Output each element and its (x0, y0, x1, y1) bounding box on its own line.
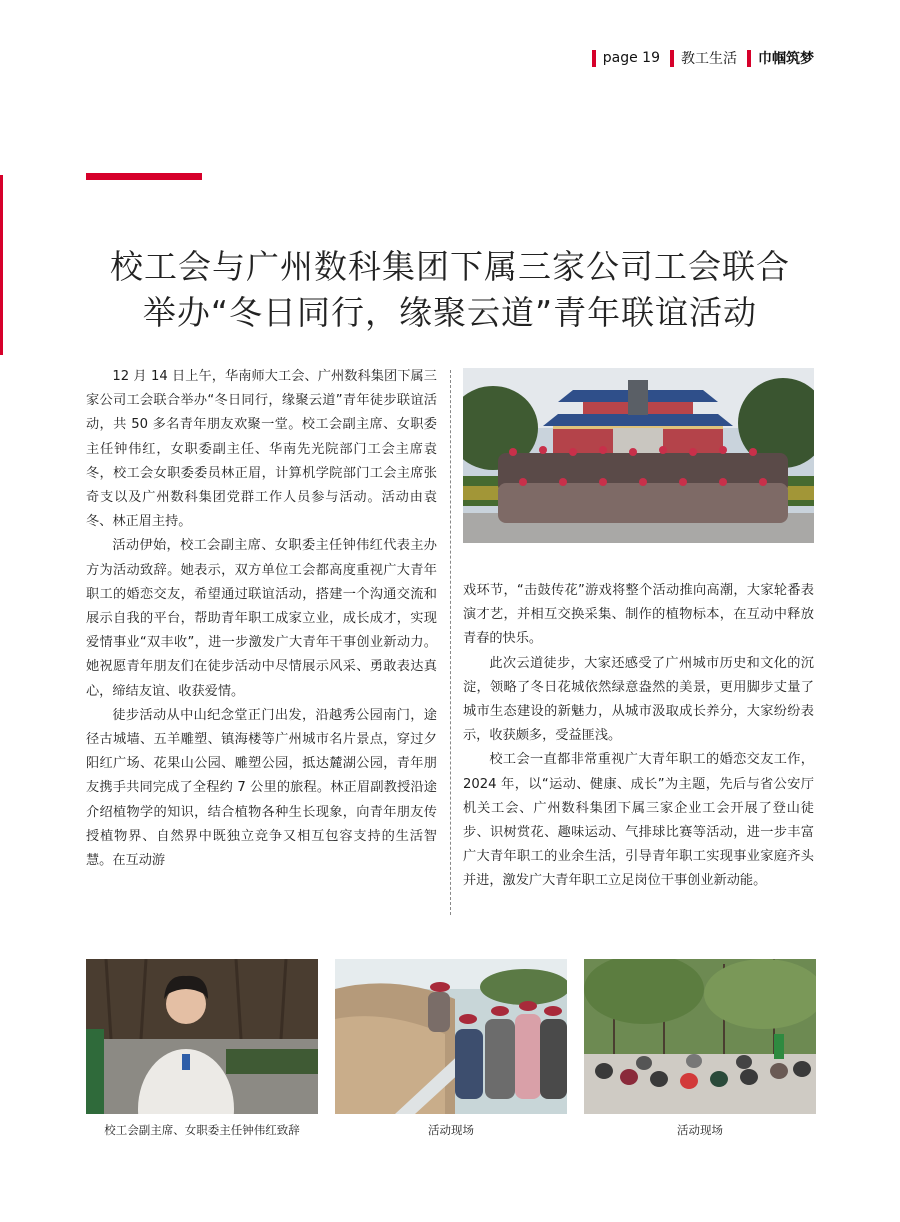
activity-photo-plants (335, 959, 567, 1114)
title-accent-bar (86, 173, 202, 180)
section-name: 教工生活 (681, 51, 737, 67)
title-line-2: 举办“冬日同行，缘聚云道”青年联谊活动 (142, 293, 758, 332)
brand-name: 巾帼筑梦 (758, 51, 814, 67)
header-separator (592, 50, 596, 67)
photo-caption: 活动现场 (428, 1123, 474, 1137)
paragraph: 此次云道徒步，大家还感受了广州城市历史和文化的沉淀，领略了冬日花城依然绿意盎然的美景，更用脚步丈量了城市生态建设的新魅力，从城市汲取成长养分，大家纷纷表示，收获颇多，受益匪浅。 (463, 655, 814, 744)
left-column (86, 365, 437, 873)
page-number: page 19 (602, 50, 660, 66)
page-header (592, 48, 814, 68)
paragraph: 校工会一直都非常重视广大青年职工的婚恋交友工作，2024 年，以“运动、健康、成长”为主题，先后与省公安厅机关工会、广州数科集团下属三家企业工会开展了登山徒步、识树赏花、趣味运动、气排球比赛等活动，进一步丰富广大青年职工的业余生活，引导青年职工实现事业家庭齐头并进，激发广大青年职工立足岗位干事创业新动能。 (463, 752, 814, 889)
left-edge-bar (0, 175, 3, 355)
header-separator (670, 50, 674, 67)
paragraph: 12 月 14 日上午，华南师大工会、广州数科集团下属三家公司工会联合举办“冬日同行，缘聚云道”青年徒步联谊活动，共 50 多名青年朋友欢聚一堂。校工会副主席、女职委主任钟伟红，女职委副主任、华南先光院部门工会主席袁冬，校工会女职委委员林正眉，计算机学院部门工会主席张奇支以及广州数科集团党群工作人员参与活动。活动由袁冬、林正眉主持。 (86, 369, 437, 530)
activity-photo-circle (584, 959, 816, 1114)
photo-caption: 活动现场 (677, 1123, 723, 1137)
photo-caption: 校工会副主席、女职委主任钟伟红致辞 (104, 1123, 300, 1137)
group-photo (463, 368, 814, 543)
paragraph: 徒步活动从中山纪念堂正门出发，沿越秀公园南门，途径古城墙、五羊雕塑、镇海楼等广州城市名片景点，穿过夕阳红广场、花果山公园、雕塑公园，抵达麓湖公园，青年朋友携手共同完成了全程约 7 公里的旅程。林正眉副教授沿途介绍植物学的知识，结合植物各种生长现象，向青年朋友传授植物界、自然界中既独立竞争又相互包容支持的生活智慧。在互动游 (86, 707, 437, 869)
paragraph: 活动伊始，校工会副主席、女职委主任钟伟红代表主办方为活动致辞。她表示，双方单位工会都高度重视广大青年职工的婚恋交友，希望通过联谊活动，搭建一个沟通交流和展示自我的平台，帮助青年职工成家立业，成长成才，实现爱情事业“双丰收”，进一步激发广大青年干事创业新动力。她祝愿青年朋友们在徒步活动中尽情展示风采、勇敢表达真心，缔结友谊、收获爱情。 (86, 538, 437, 699)
article-title (60, 244, 840, 336)
right-column (463, 579, 814, 894)
header-separator (747, 50, 751, 67)
title-line-1: 校工会与广州数科集团下属三家公司工会联合 (110, 247, 790, 286)
speaker-photo (86, 959, 318, 1114)
paragraph-continued: 戏环节，“击鼓传花”游戏将整个活动推向高潮，大家轮番表演才艺，并相互交换采集、制作的植物标本，在互动中释放青春的快乐。 (463, 583, 814, 647)
column-divider (450, 370, 451, 915)
